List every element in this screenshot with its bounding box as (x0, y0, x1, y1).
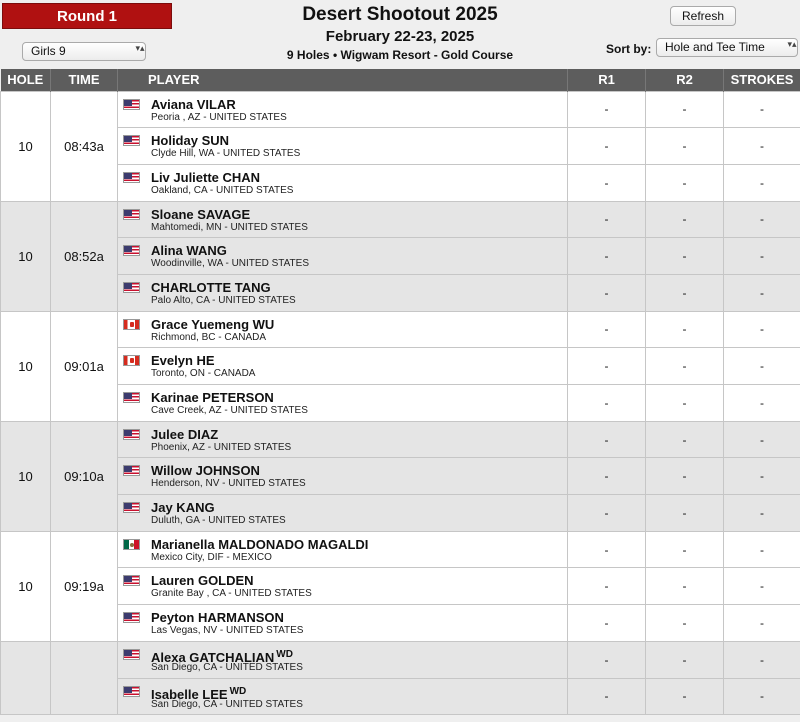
tournament-venue: 9 Holes • Wigwam Resort - Gold Course (286, 48, 514, 62)
player-name-text[interactable]: Lauren GOLDEN (151, 573, 254, 589)
strokes-cell: - (724, 164, 800, 201)
tee-time-cell: 08:52a (51, 201, 118, 311)
player-cell (118, 164, 568, 201)
player-cell (118, 201, 568, 238)
r1-score-cell: - (568, 274, 646, 311)
hole-cell: 10 (1, 311, 51, 421)
player-name[interactable] (151, 97, 236, 112)
player-cell (118, 641, 568, 678)
tournament-title: Desert Shootout 2025 (302, 4, 498, 25)
table-row[interactable] (1, 421, 800, 458)
r2-score-cell: - (646, 311, 724, 348)
header (0, 0, 800, 68)
player-name[interactable] (151, 573, 254, 588)
r1-score-cell: - (568, 348, 646, 385)
player-name-text[interactable]: Liv Juliette CHAN (151, 169, 261, 185)
player-name-text[interactable]: CHARLOTTE TANG (151, 279, 271, 295)
player-cell (118, 605, 568, 642)
player-name[interactable] (151, 610, 284, 625)
r1-score-cell: - (568, 641, 646, 678)
player-location: Clyde Hill, WA - UNITED STATES (151, 148, 301, 160)
tee-time-cell: 09:10a (51, 421, 118, 531)
r2-score-cell: - (646, 421, 724, 458)
player-name-text[interactable]: Sloane SAVAGE (151, 206, 251, 222)
status-badge: WD (229, 685, 247, 697)
player-cell (118, 495, 568, 532)
table-row[interactable] (1, 238, 800, 275)
canada-flag-icon (123, 319, 140, 330)
table-row[interactable] (1, 678, 800, 715)
column-header-r2[interactable]: R2 (646, 69, 724, 91)
player-name-text[interactable]: Jay KANG (151, 500, 215, 516)
tee-time-cell: 09:01a (51, 311, 118, 421)
table-row[interactable] (1, 531, 800, 568)
player-location: Henderson, NV - UNITED STATES (151, 478, 306, 490)
strokes-cell: - (724, 641, 800, 678)
player-location: San Diego, CA - UNITED STATES (151, 698, 303, 710)
us-flag-icon (123, 575, 140, 586)
strokes-cell: - (724, 274, 800, 311)
r2-score-cell: - (646, 91, 724, 128)
player-location: Duluth, GA - UNITED STATES (151, 515, 286, 527)
player-cell (118, 568, 568, 605)
player-cell (118, 274, 568, 311)
table-row[interactable] (1, 458, 800, 495)
r2-score-cell: - (646, 458, 724, 495)
us-flag-icon (123, 502, 140, 513)
player-name-text[interactable]: Peyton HARMANSON (151, 610, 284, 626)
us-flag-icon (123, 172, 140, 183)
player-cell (118, 348, 568, 385)
player-name-text[interactable]: Julee DIAZ (151, 426, 219, 442)
player-name-text[interactable]: Karinae PETERSON (151, 390, 274, 405)
player-cell (118, 128, 568, 165)
player-cell (118, 531, 568, 568)
player-name-text[interactable]: Alexa GATCHALIAN (151, 649, 275, 665)
player-name[interactable] (151, 500, 215, 515)
player-name-text[interactable]: Alina WANG (151, 243, 227, 259)
player-name[interactable] (151, 317, 274, 332)
table-row[interactable] (1, 568, 800, 605)
strokes-cell: - (724, 91, 800, 128)
table-row[interactable] (1, 385, 800, 422)
strokes-cell: - (724, 311, 800, 348)
player-cell (118, 91, 568, 128)
player-location: San Diego, CA - UNITED STATES (151, 661, 303, 673)
hole-cell: 10 (1, 421, 51, 531)
canada-flag-icon (123, 355, 140, 366)
player-name-text[interactable]: Marianella MALDONADO MAGALDI (151, 536, 369, 552)
player-location: Oakland, CA - UNITED STATES (151, 184, 294, 196)
hole-cell: 10 (1, 201, 51, 311)
tee-time-cell (51, 641, 118, 714)
strokes-cell: - (724, 568, 800, 605)
division-select[interactable] (22, 42, 146, 61)
r1-score-cell: - (568, 311, 646, 348)
r1-score-cell: - (568, 531, 646, 568)
us-flag-icon (123, 99, 140, 110)
tournament-dates: February 22-23, 2025 (325, 28, 475, 45)
sort-select-value: Hole and Tee Time (665, 40, 765, 54)
player-name[interactable] (151, 170, 260, 185)
strokes-cell: - (724, 458, 800, 495)
r1-score-cell: - (568, 421, 646, 458)
us-flag-icon (123, 429, 140, 440)
strokes-cell: - (724, 348, 800, 385)
r2-score-cell: - (646, 164, 724, 201)
player-cell (118, 458, 568, 495)
us-flag-icon (123, 282, 140, 293)
player-location: Toronto, ON - CANADA (151, 368, 256, 380)
strokes-cell: - (724, 421, 800, 458)
player-location: Palo Alto, CA - UNITED STATES (151, 294, 296, 306)
us-flag-icon (123, 465, 140, 476)
us-flag-icon (123, 392, 140, 403)
r2-score-cell: - (646, 238, 724, 275)
r2-score-cell: - (646, 605, 724, 642)
us-flag-icon (123, 686, 140, 697)
player-cell (118, 421, 568, 458)
r1-score-cell: - (568, 568, 646, 605)
player-name[interactable] (151, 537, 368, 552)
player-name-text[interactable]: Willow JOHNSON (151, 463, 260, 479)
player-location: Cave Creek, AZ - UNITED STATES (151, 405, 308, 416)
r2-score-cell: - (646, 201, 724, 238)
tee-time-cell: 08:43a (51, 91, 118, 201)
r2-score-cell: - (646, 274, 724, 311)
player-name-text[interactable]: Aviana VILAR (151, 96, 236, 112)
us-flag-icon (123, 612, 140, 623)
column-header-strokes[interactable]: STROKES (724, 69, 800, 91)
column-header-time[interactable]: TIME (51, 69, 118, 91)
column-header-player[interactable]: PLAYER (118, 69, 568, 91)
us-flag-icon (123, 245, 140, 256)
us-flag-icon (123, 649, 140, 660)
hole-cell: 10 (1, 531, 51, 641)
r1-score-cell: - (568, 164, 646, 201)
r2-score-cell: - (646, 348, 724, 385)
player-name[interactable] (151, 353, 215, 368)
player-name-text[interactable]: Holiday SUN (151, 133, 230, 149)
r1-score-cell: - (568, 238, 646, 275)
table-row[interactable] (1, 605, 800, 642)
r2-score-cell: - (646, 678, 724, 715)
player-cell (118, 311, 568, 348)
table-row[interactable] (1, 274, 800, 311)
r1-score-cell: - (568, 201, 646, 238)
table-row[interactable] (1, 348, 800, 385)
r1-score-cell: - (568, 458, 646, 495)
sort-label: Sort by: (606, 42, 652, 56)
us-flag-icon (123, 135, 140, 146)
strokes-cell: - (724, 128, 800, 165)
strokes-cell: - (724, 238, 800, 275)
table-header (1, 69, 800, 91)
mexico-flag-icon (123, 539, 140, 550)
us-flag-icon (123, 209, 140, 220)
player-location: Granite Bay , CA - UNITED STATES (151, 588, 312, 600)
player-location: Las Vegas, NV - UNITED STATES (151, 625, 304, 637)
table-row[interactable] (1, 164, 800, 201)
r1-score-cell: - (568, 128, 646, 165)
hole-cell (1, 641, 51, 714)
table-row[interactable] (1, 91, 800, 128)
player-cell (118, 678, 568, 715)
r2-score-cell: - (646, 128, 724, 165)
player-name[interactable] (151, 243, 227, 258)
player-name[interactable] (151, 463, 260, 478)
table-body (1, 91, 800, 715)
player-name-text[interactable]: Isabelle LEE (151, 686, 228, 702)
player-name-text[interactable]: Grace Yuemeng WU (151, 316, 275, 332)
r2-score-cell: - (646, 495, 724, 532)
table-row[interactable] (1, 641, 800, 678)
division-select-value: Girls 9 (31, 44, 66, 58)
strokes-cell: - (724, 605, 800, 642)
player-location: Phoenix, AZ - UNITED STATES (151, 441, 292, 453)
r2-score-cell: - (646, 385, 724, 422)
player-location: Peoria , AZ - UNITED STATES (151, 111, 287, 123)
player-location: Richmond, BC - CANADA (151, 331, 267, 343)
player-name[interactable] (151, 280, 271, 295)
sort-select[interactable] (656, 38, 798, 57)
player-location: Mexico City, DIF - MEXICO (151, 551, 272, 563)
column-header-r1[interactable]: R1 (568, 69, 646, 91)
leaderboard-table (0, 69, 800, 715)
strokes-cell: - (724, 495, 800, 532)
table-row[interactable] (1, 128, 800, 165)
player-cell (118, 385, 568, 422)
player-location: Mahtomedi, MN - UNITED STATES (151, 221, 308, 233)
table-row[interactable] (1, 201, 800, 238)
column-header-hole[interactable]: HOLE (1, 69, 51, 91)
round-badge[interactable]: Round 1 (2, 3, 172, 29)
r1-score-cell: - (568, 495, 646, 532)
player-name[interactable] (151, 390, 274, 405)
player-location: Woodinville, WA - UNITED STATES (151, 258, 309, 270)
refresh-button[interactable]: Refresh (670, 6, 736, 26)
player-name[interactable] (151, 427, 218, 442)
player-cell (118, 238, 568, 275)
strokes-cell: - (724, 678, 800, 715)
table-row[interactable] (1, 311, 800, 348)
hole-cell: 10 (1, 91, 51, 201)
strokes-cell: - (724, 201, 800, 238)
strokes-cell: - (724, 385, 800, 422)
r2-score-cell: - (646, 568, 724, 605)
r1-score-cell: - (568, 385, 646, 422)
strokes-cell: - (724, 531, 800, 568)
status-badge: WD (276, 648, 293, 660)
table-row[interactable] (1, 495, 800, 532)
tee-time-cell: 09:19a (51, 531, 118, 641)
r1-score-cell: - (568, 678, 646, 715)
r2-score-cell: - (646, 531, 724, 568)
player-name[interactable] (151, 133, 229, 148)
r1-score-cell: - (568, 91, 646, 128)
player-name[interactable] (151, 207, 250, 222)
player-name-text[interactable]: Evelyn HE (151, 353, 215, 369)
r1-score-cell: - (568, 605, 646, 642)
r2-score-cell: - (646, 641, 724, 678)
